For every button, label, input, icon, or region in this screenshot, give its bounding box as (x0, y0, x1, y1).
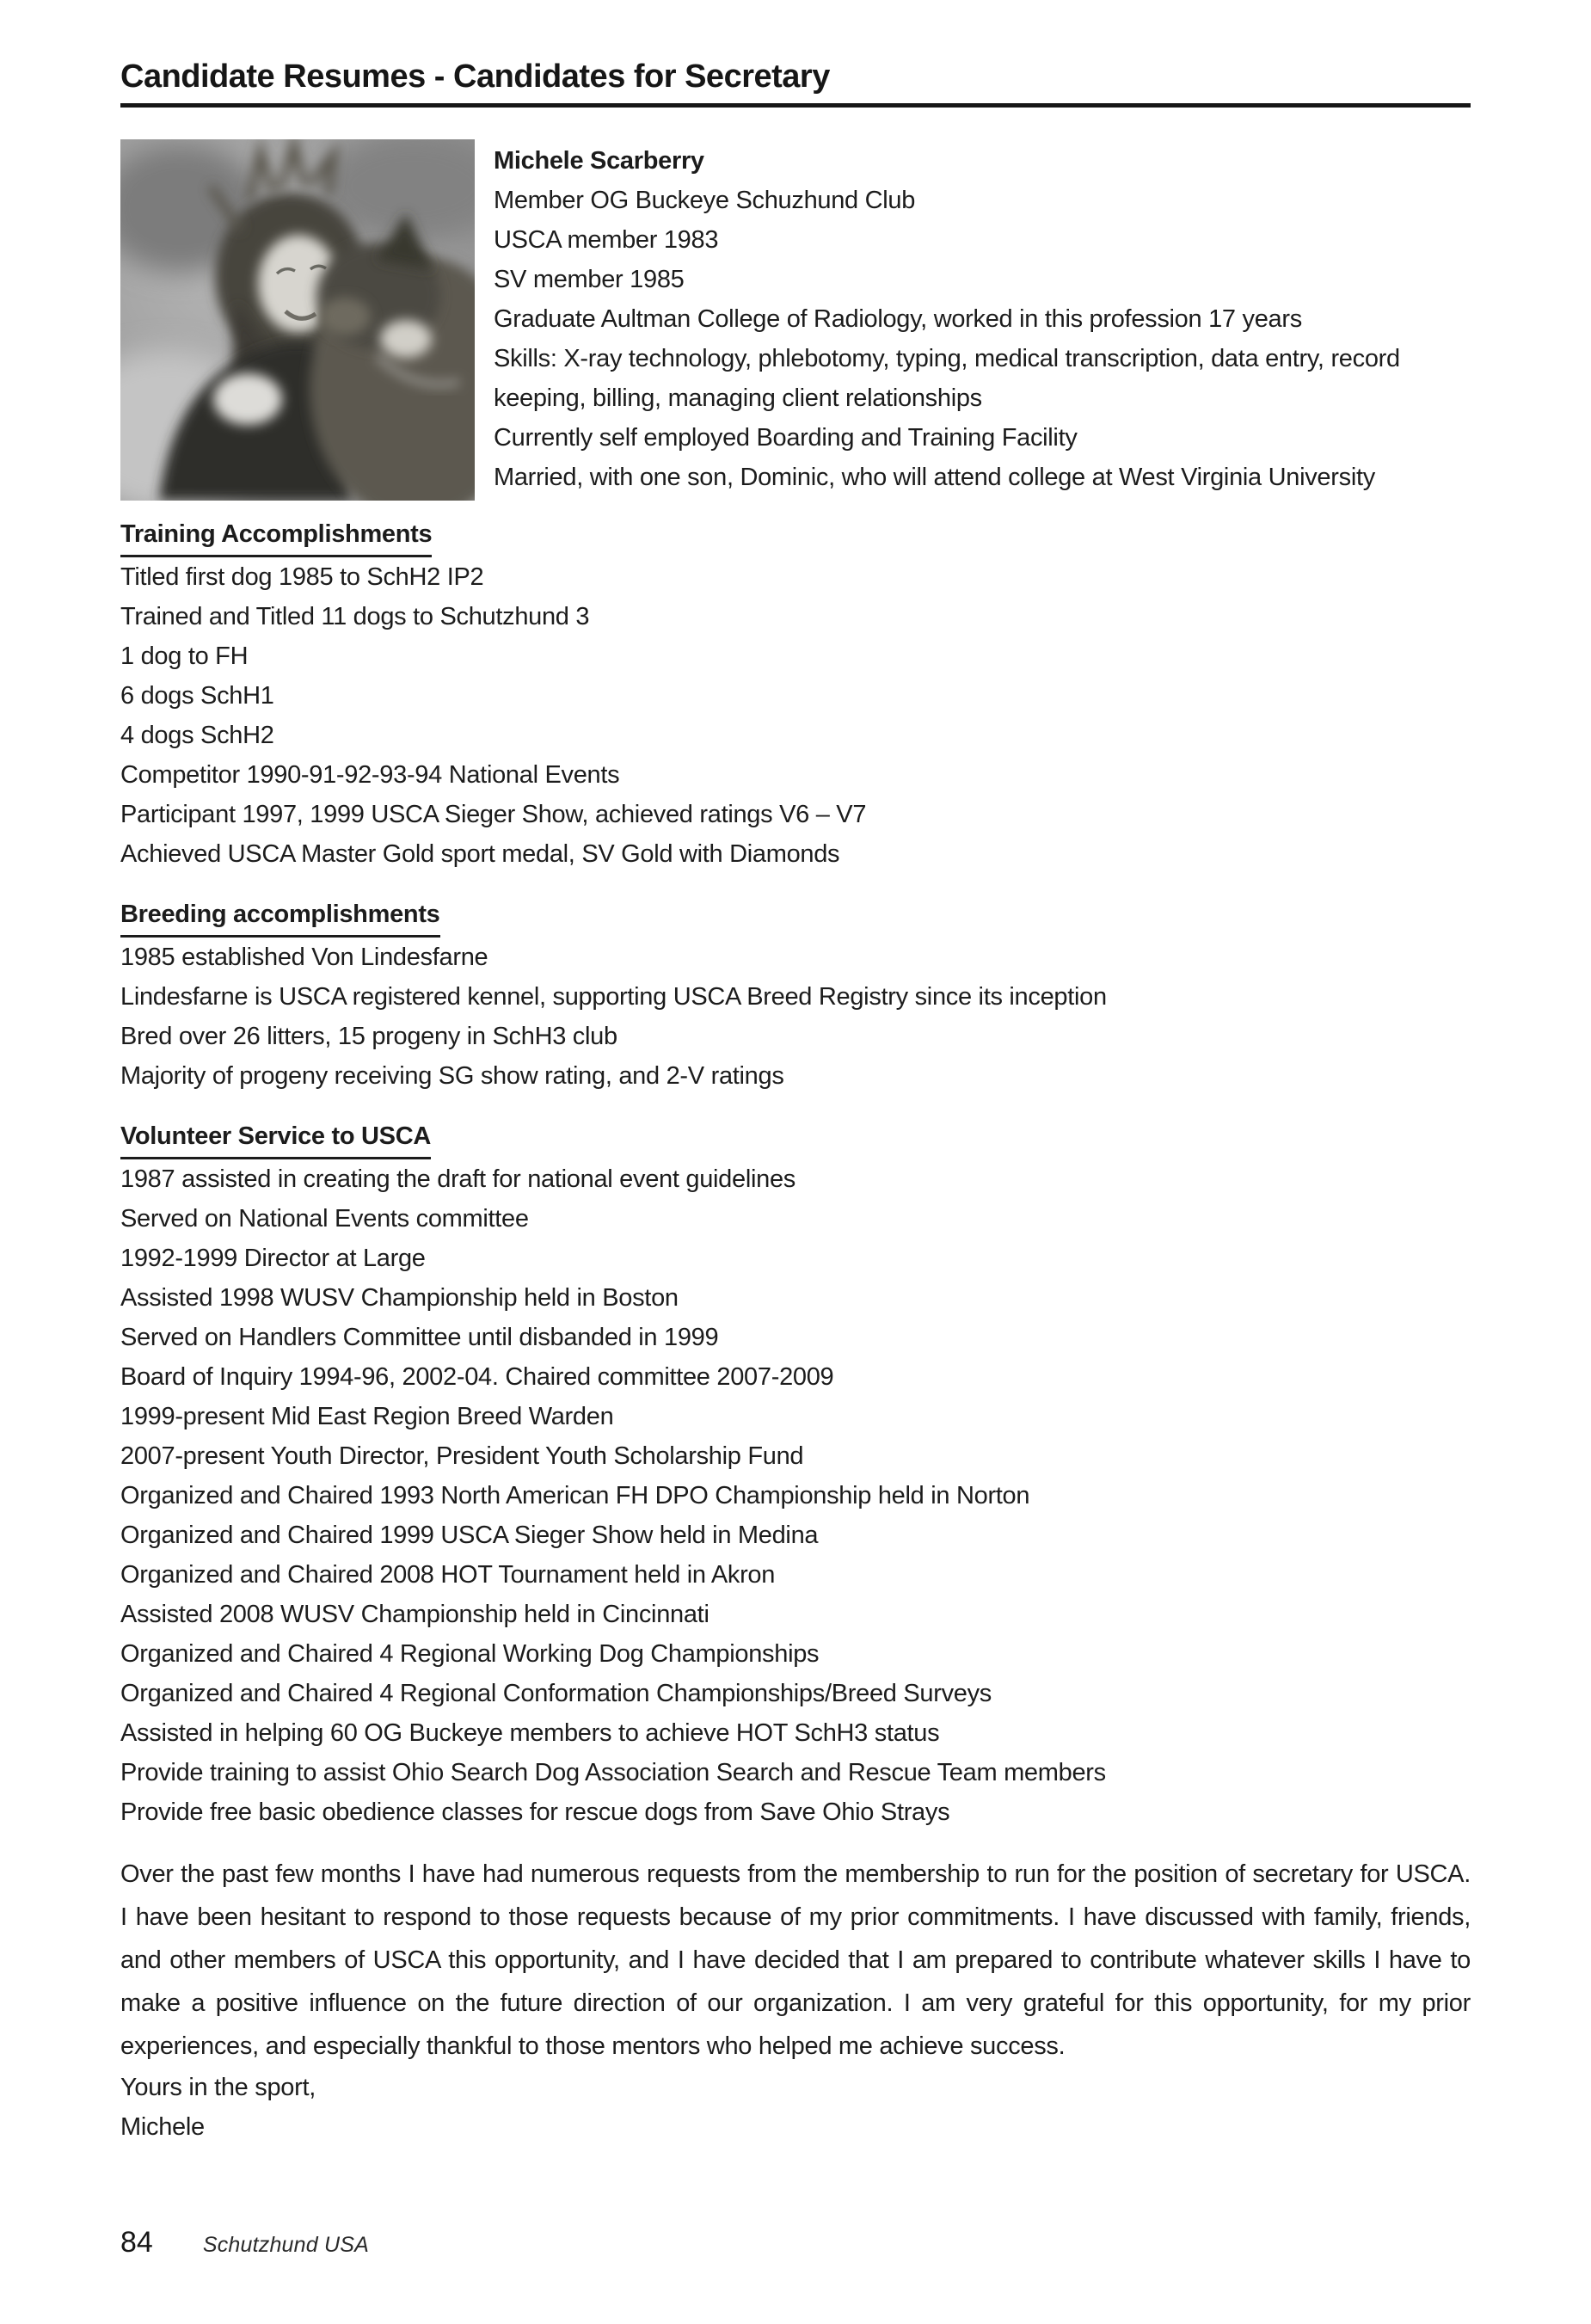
list-item: 2007-present Youth Director, President Youth Scholarship Fund (120, 1442, 804, 1470)
breeding-items (120, 938, 1471, 1096)
candidate-photo (120, 139, 475, 501)
list-item: Trained and Titled 11 dogs to Schutzhund 3 (120, 603, 590, 630)
page-content (120, 60, 1471, 2147)
candidate-bio (494, 139, 1471, 501)
list-item: Served on National Events committee (120, 1205, 529, 1233)
list-item: Lindesfarne is USCA registered kennel, supporting USCA Breed Registry since its inception (120, 983, 1107, 1011)
page-footer (120, 2226, 369, 2259)
list-item: Organized and Chaired 1999 USCA Sieger Show held in Medina (120, 1522, 819, 1549)
header-rule (120, 103, 1471, 108)
bio-line: Member OG Buckeye Schuzhund Club (494, 187, 916, 214)
candidate-profile (120, 139, 1471, 501)
section-volunteer (120, 1116, 1471, 1832)
list-item: Participant 1997, 1999 USCA Sieger Show, achieved ratings V6 – V7 (120, 801, 867, 828)
volunteer-items (120, 1159, 1471, 1832)
list-item: Majority of progeny receiving SG show rating, and 2-V ratings (120, 1062, 784, 1090)
list-item: Assisted 2008 WUSV Championship held in Cincinnati (120, 1601, 710, 1628)
bio-line: Currently self employed Boarding and Training Facility (494, 424, 1078, 452)
list-item: Organized and Chaired 2008 HOT Tournament held in Akron (120, 1561, 776, 1589)
signature: Michele (120, 2113, 205, 2141)
photo-illustration (120, 139, 475, 501)
list-item: 4 dogs SchH2 (120, 722, 274, 749)
signoff-block (120, 2068, 1471, 2147)
list-item: 1999-present Mid East Region Breed Warden (120, 1403, 614, 1430)
page-title: Candidate Resumes - Candidates for Secretary (120, 58, 830, 95)
list-item: Board of Inquiry 1994-96, 2002-04. Chaired committee 2007-2009 (120, 1363, 834, 1391)
list-item: Titled first dog 1985 to SchH2 IP2 (120, 563, 484, 591)
list-item: Organized and Chaired 1993 North American FH DPO Championship held in Norton (120, 1482, 1030, 1509)
list-item: Assisted 1998 WUSV Championship held in Boston (120, 1284, 679, 1312)
list-item: Achieved USCA Master Gold sport medal, SV Gold with Diamonds (120, 840, 840, 868)
list-item: 1 dog to FH (120, 642, 249, 670)
bio-line-married: Married, with one son, Dominic, who will attend college at West Virginia University (494, 464, 1375, 491)
section-heading-breeding (120, 895, 1471, 938)
section-training (120, 514, 1471, 874)
section-heading-training (120, 514, 1471, 557)
list-item: Served on Handlers Committee until disbanded in 1999 (120, 1324, 719, 1351)
list-item: Organized and Chaired 4 Regional Conformation Championships/Breed Surveys (120, 1680, 992, 1707)
publication-name: Schutzhund USA (202, 2233, 370, 2257)
list-item: 6 dogs SchH1 (120, 682, 274, 710)
candidate-name: Michele Scarberry (494, 147, 704, 175)
bio-line: USCA member 1983 (494, 226, 719, 254)
list-item: 1987 assisted in creating the draft for national event guidelines (120, 1165, 796, 1193)
list-item: Organized and Chaired 4 Regional Working Dog Championships (120, 1640, 820, 1668)
section-breeding (120, 895, 1471, 1096)
bio-line: Skills: X-ray technology, phlebotomy, typing, medical transcription, data entry, record keeping, billing, managing client relationships (494, 345, 1400, 412)
section-heading-text: Breeding accomplishments (120, 895, 440, 938)
list-item: Provide training to assist Ohio Search Dog Association Search and Rescue Team members (120, 1759, 1106, 1786)
list-item: 1985 established Von Lindesfarne (120, 944, 488, 971)
section-heading-volunteer (120, 1116, 1471, 1159)
list-item: 1992-1999 Director at Large (120, 1245, 426, 1272)
list-item: Assisted in helping 60 OG Buckeye members to achieve HOT SchH3 status (120, 1719, 940, 1747)
bio-line: SV member 1985 (494, 266, 685, 293)
closing-paragraph: Over the past few months I have had numerous requests from the membership to run for the position of secretary for USCA. I have been hesitant to respond to those requests because of my prior commitments. I have discussed with family, friends, and other members of USCA this opportunity, and I have decided that I am prepared to contribute whatever skills I have to make a positive influence on the future direction of our organization. I am very grateful for this opportunity, for my prior experiences, and especially thankful to those mentors who helped me achieve success. (120, 1860, 1471, 2060)
list-item: Bred over 26 litters, 15 progeny in SchH3 club (120, 1023, 617, 1050)
list-item: Provide free basic obedience classes for rescue dogs from Save Ohio Strays (120, 1798, 950, 1826)
training-items (120, 557, 1471, 874)
list-item: Competitor 1990-91-92-93-94 National Events (120, 761, 620, 789)
bio-line: Graduate Aultman College of Radiology, worked in this profession 17 years (494, 305, 1302, 333)
section-heading-text: Training Accomplishments (120, 514, 432, 557)
bio-lines (494, 181, 1471, 458)
page-number: 84 (120, 2226, 153, 2259)
signoff: Yours in the sport, (120, 2074, 316, 2101)
section-heading-text: Volunteer Service to USCA (120, 1116, 431, 1159)
